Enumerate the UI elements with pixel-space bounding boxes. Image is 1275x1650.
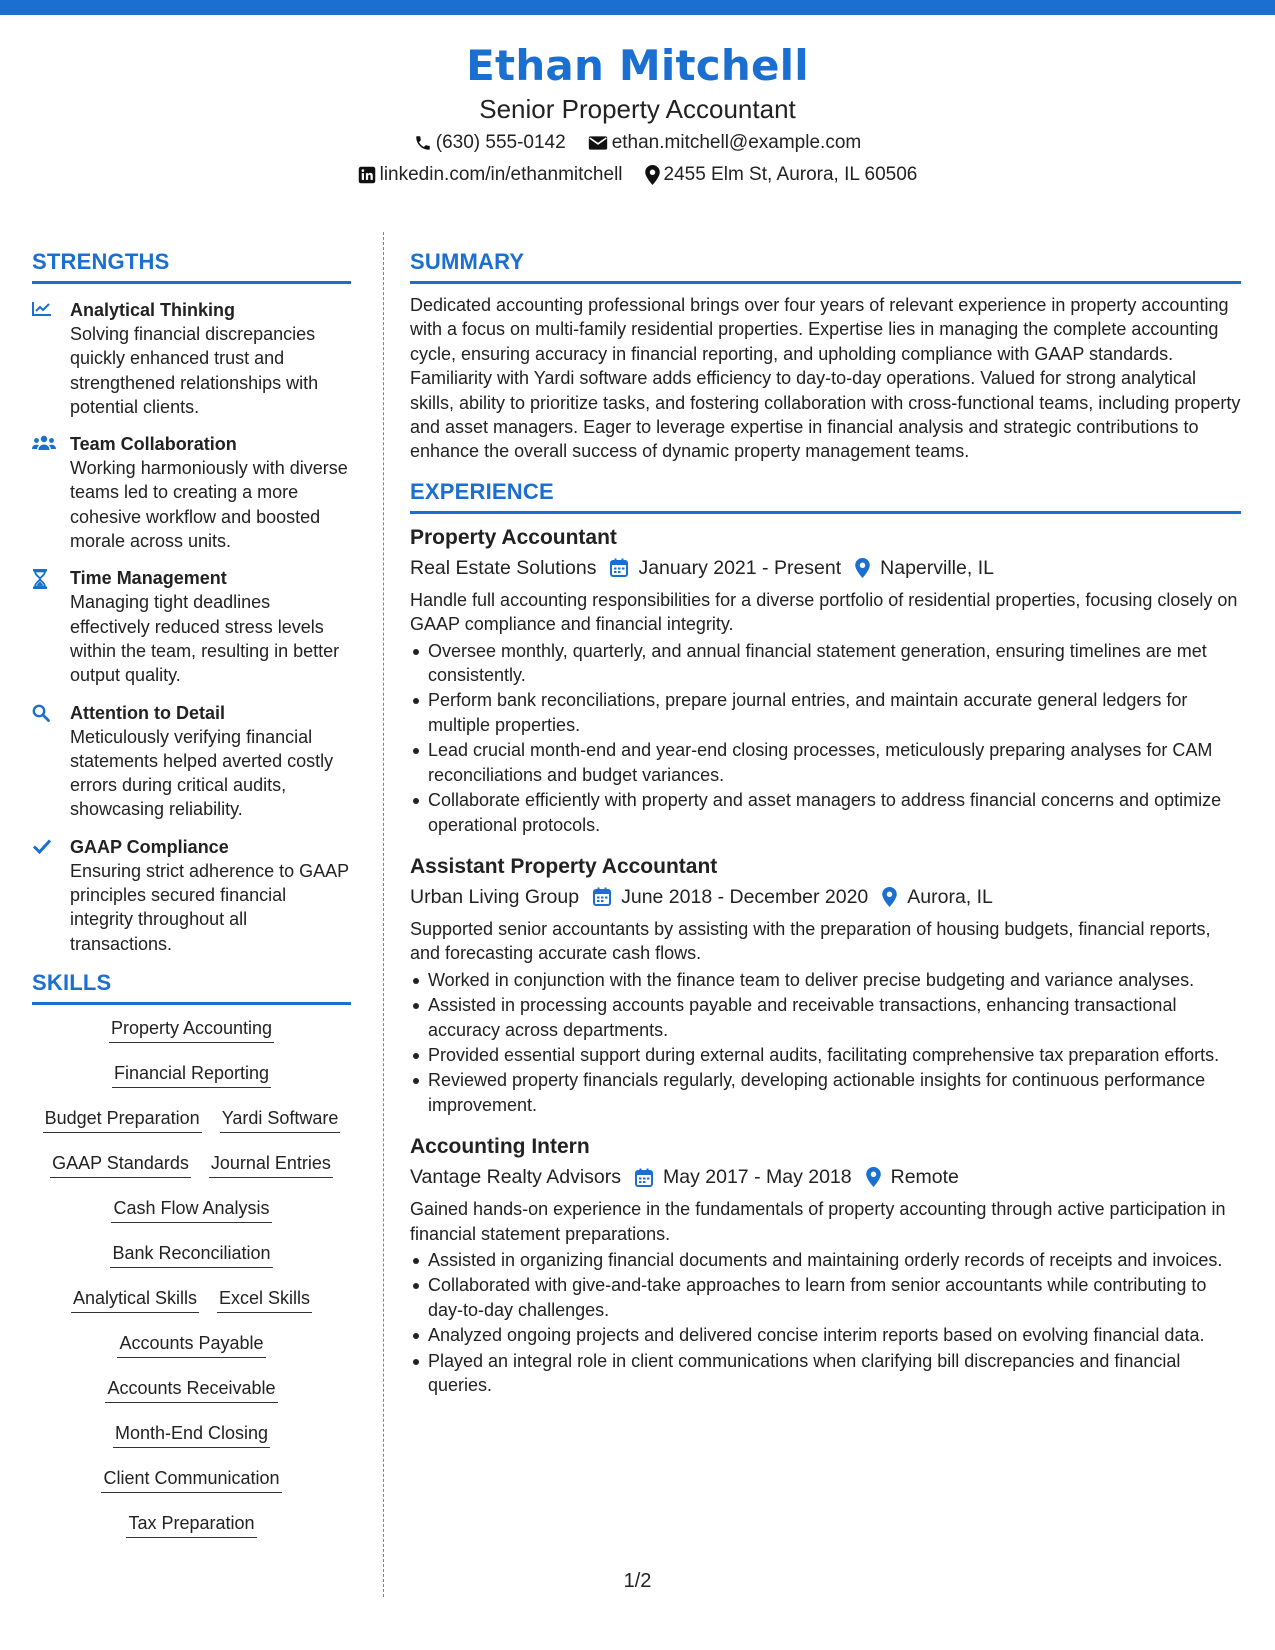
- job-description: Gained hands-on experience in the fundamentals of property accounting through active participation in financial statement preparations.: [410, 1199, 1226, 1244]
- company-name: Vantage Realty Advisors: [410, 1166, 622, 1189]
- skill-row: [105, 1375, 277, 1420]
- calendar-icon: [593, 887, 611, 906]
- job-description: Handle full accounting responsibilities for a diverse portfolio of residential properties, focusing closely on GAAP compliance and financial integrity.: [410, 589, 1238, 635]
- strength-description: Solving financial discrepancies quickly enhanced trust and strengthened relationships with potential clients.: [70, 324, 319, 417]
- right-column: [410, 248, 1241, 1398]
- strength-item: [32, 701, 351, 822]
- job-title: Accounting Intern: [410, 1135, 590, 1159]
- bullet-item: Worked in conjunction with the finance team to deliver precise budgeting and variance analyses.: [410, 968, 1241, 992]
- job-entry: [410, 852, 1241, 1117]
- bullet-item: Reviewed property financials regularly, developing actionable insights for continuous performance improvement.: [410, 1068, 1241, 1117]
- summary-heading: SUMMARY: [410, 248, 1241, 284]
- experience-heading: EXPERIENCE: [410, 478, 1241, 514]
- email-contact[interactable]: [588, 130, 862, 156]
- strength-title: Analytical Thinking: [70, 300, 236, 320]
- job-entry: [410, 523, 1241, 837]
- strength-title: Time Management: [70, 568, 227, 589]
- phone-text: (630) 555-0142: [435, 132, 566, 153]
- job-dates: January 2021 - Present: [638, 556, 842, 579]
- skill-tag: GAAP Standards: [50, 1150, 191, 1178]
- strength-title: Attention to Detail: [70, 702, 225, 723]
- bullet-item: Collaborate efficiently with property and asset managers to address financial concerns and optimize operational protocols.: [410, 788, 1241, 837]
- job-bullets: [410, 1248, 1241, 1397]
- strength-title: Team Collaboration: [70, 434, 237, 455]
- job-location: Naperville, IL: [880, 556, 994, 579]
- linkedin-contact[interactable]: [358, 162, 623, 188]
- job-location: Remote: [890, 1166, 959, 1189]
- job-bullets: [410, 639, 1241, 837]
- job-title: Property Accountant: [410, 525, 617, 549]
- skill-tag: Property Accounting: [109, 1015, 274, 1043]
- skill-tag: Month-End Closing: [113, 1420, 270, 1448]
- envelope-icon: [588, 135, 608, 151]
- skill-row: [113, 1420, 270, 1465]
- page-number: 1/2: [623, 1570, 652, 1592]
- skill-row: [101, 1465, 281, 1510]
- bullet-item: Played an integral role in client communications when clarifying bill discrepancies and financial queries.: [410, 1349, 1241, 1398]
- top-accent-bar: [0, 0, 1275, 15]
- skill-tag: Yardi Software: [220, 1105, 341, 1133]
- job-title: Assistant Property Accountant: [410, 854, 718, 878]
- skill-tag: Analytical Skills: [71, 1285, 199, 1313]
- skill-tag: Budget Preparation: [43, 1105, 202, 1133]
- bullet-item: Perform bank reconciliations, prepare journal entries, and maintain accurate general ledgers for multiple properties.: [410, 688, 1241, 737]
- job-entry: [410, 1132, 1241, 1397]
- hourglass-icon: [32, 569, 48, 589]
- left-column: [32, 248, 351, 1555]
- check-icon: [32, 838, 52, 854]
- candidate-name: Ethan Mitchell: [466, 41, 809, 90]
- address-contact: [645, 162, 918, 188]
- strength-item: [32, 432, 351, 553]
- bullet-item: Analyzed ongoing projects and delivered concise interim reports based on evolving financial data.: [410, 1323, 1241, 1347]
- map-pin-icon: [645, 165, 660, 185]
- contact-row-1: [0, 130, 1275, 156]
- linkedin-icon: [358, 166, 376, 184]
- strengths-list: [32, 298, 351, 956]
- skill-tag: Bank Reconciliation: [110, 1240, 272, 1268]
- map-pin-icon: [855, 558, 870, 578]
- skills-list: [32, 1015, 351, 1555]
- strength-item: [32, 298, 351, 419]
- address-text: 2455 Elm St, Aurora, IL 60506: [663, 164, 918, 185]
- strength-title: GAAP Compliance: [70, 836, 229, 857]
- job-dates: June 2018 - December 2020: [621, 885, 869, 908]
- job-meta: [410, 882, 1241, 912]
- job-meta: [410, 1162, 1241, 1192]
- skill-row: [112, 1060, 271, 1105]
- phone-icon: [414, 134, 432, 152]
- job-meta: [410, 553, 1241, 583]
- bullet-item: Assisted in organizing financial documents and maintaining orderly records of receipts and invoices.: [410, 1248, 1241, 1272]
- map-pin-icon: [882, 887, 897, 907]
- search-icon: [32, 704, 50, 722]
- bullet-item: Assisted in processing accounts payable and receivable transactions, enhancing transactional accuracy across departments.: [410, 993, 1241, 1042]
- skill-row: [111, 1195, 271, 1240]
- skill-tag: Accounts Payable: [117, 1330, 265, 1358]
- calendar-icon: [635, 1168, 653, 1187]
- job-location: Aurora, IL: [907, 885, 993, 908]
- skill-row: [43, 1105, 341, 1150]
- strength-description: Working harmoniously with diverse teams led to creating a more cohesive workflow and boosted morale across units.: [70, 458, 348, 552]
- linkedin-text: linkedin.com/in/ethanmitchell: [379, 164, 623, 185]
- summary-text: Dedicated accounting professional brings over four years of relevant experience in property accounting with a focus on multi-family residential properties. Expertise lies in managing the complete accounting cycle, ensuring accuracy in financial reporting, and upholding compliance with GAAP standards. Familiarity with Yardi software adds efficiency to day-to-day operations. Valued for strong analytical skills, ability to prioritize tasks, and fostering collaboration with cross-functional teams, including property and asset managers. Eager to leverage expertise in financial analysis and strategic contributions to enhance the overall success of dynamic property management teams.: [410, 295, 1241, 462]
- candidate-title: Senior Property Accountant: [479, 94, 796, 124]
- skill-row: [126, 1510, 256, 1555]
- strength-description: Meticulously verifying financial statements helped averted costly errors during critical audits, showcasing reliability.: [70, 726, 334, 820]
- contact-row-2: [0, 162, 1275, 188]
- line-chart-icon: [32, 301, 52, 317]
- email-text: ethan.mitchell@example.com: [611, 132, 862, 153]
- strength-description: Ensuring strict adherence to GAAP principles secured financial integrity throughout all transactions.: [70, 860, 349, 954]
- strength-item: [32, 566, 351, 687]
- skill-tag: Tax Preparation: [126, 1510, 256, 1538]
- skill-tag: Excel Skills: [217, 1285, 312, 1313]
- skill-tag: Cash Flow Analysis: [111, 1195, 271, 1223]
- skill-row: [109, 1015, 274, 1060]
- bullet-item: Provided essential support during external audits, facilitating comprehensive tax preparation efforts.: [410, 1043, 1241, 1067]
- skill-tag: Accounts Receivable: [105, 1375, 277, 1403]
- bullet-item: Oversee monthly, quarterly, and annual financial statement generation, ensuring timelines are met consistently.: [410, 639, 1241, 688]
- phone-contact[interactable]: [414, 130, 566, 156]
- resume-header: [0, 40, 1275, 188]
- job-bullets: [410, 968, 1241, 1117]
- company-name: Urban Living Group: [410, 885, 580, 908]
- bullet-item: Lead crucial month-end and year-end closing processes, meticulously preparing analyses for CAM reconciliations and budget variances.: [410, 738, 1241, 787]
- skill-tag: Client Communication: [101, 1465, 281, 1493]
- map-pin-icon: [866, 1167, 881, 1187]
- company-name: Real Estate Solutions: [410, 556, 597, 579]
- users-icon: [32, 435, 56, 451]
- strength-item: [32, 835, 351, 956]
- skill-row: [110, 1240, 272, 1285]
- skill-row: [117, 1330, 265, 1375]
- skills-heading: SKILLS: [32, 969, 351, 1005]
- strength-description: Managing tight deadlines effectively reduced stress levels within the team, resulting in better output quality.: [70, 592, 340, 686]
- skill-row: [71, 1285, 312, 1330]
- skill-row: [50, 1150, 333, 1195]
- column-divider: [383, 232, 384, 1597]
- calendar-icon: [610, 558, 628, 577]
- bullet-item: Collaborated with give-and-take approaches to learn from senior accountants while contributing to day-to-day challenges.: [410, 1273, 1241, 1322]
- skill-tag: Journal Entries: [209, 1150, 333, 1178]
- job-dates: May 2017 - May 2018: [663, 1166, 852, 1189]
- skill-tag: Financial Reporting: [112, 1060, 271, 1088]
- job-description: Supported senior accountants by assisting with the preparation of housing budgets, financial reports, and forecasting accurate cash flows.: [410, 918, 1211, 964]
- strengths-heading: STRENGTHS: [32, 248, 351, 284]
